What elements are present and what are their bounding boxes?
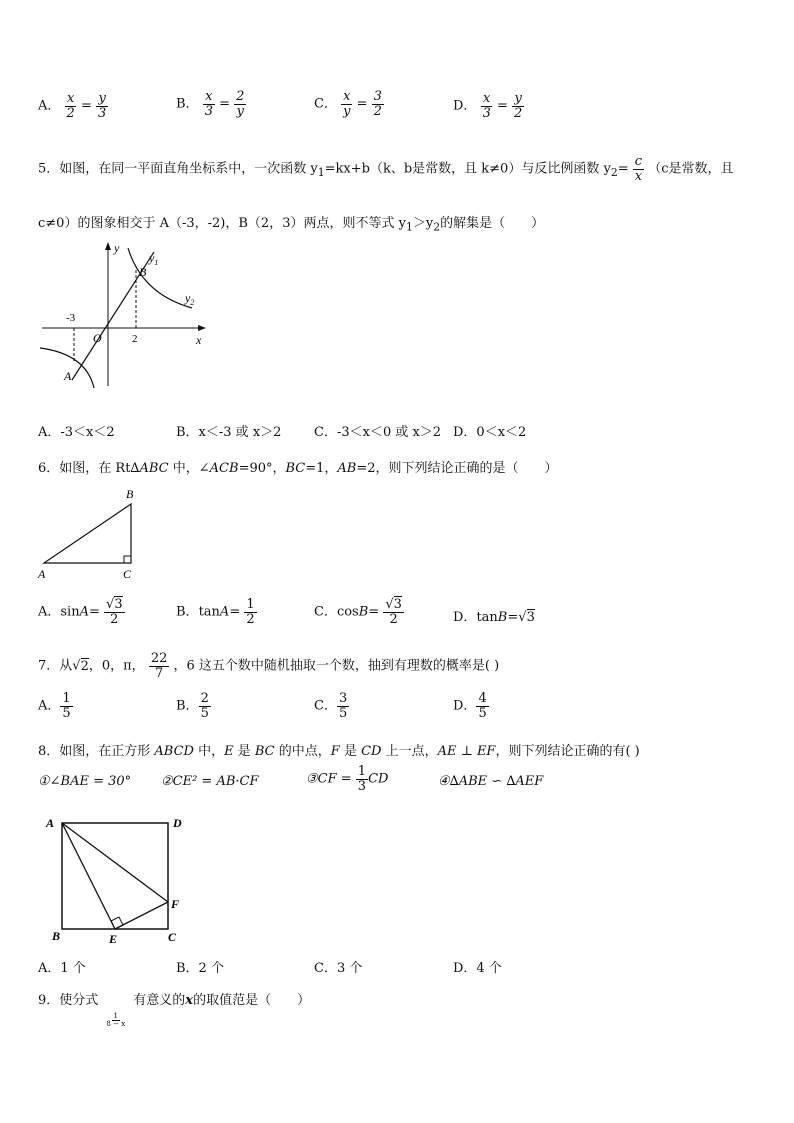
q6-triangle-figure <box>34 484 144 584</box>
label-point-a: A <box>64 369 72 383</box>
right-angle-mark <box>124 556 131 563</box>
q8-stem: 8．如图，在正方形 ABCD 中，E 是 BC 的中点，F 是 CD 上一点，AE ⊥ EF，则下列结论正确的有( ) <box>38 744 640 759</box>
q8-conclusion-3: ③CF = $\frac{1}{3}$ CD <box>306 764 389 794</box>
label-o: O <box>93 331 102 345</box>
q6-option-b: B．tanA= $\frac{1}{2}$ <box>176 597 255 627</box>
x-axis-arrow <box>198 325 206 331</box>
q5-option-a: A．-3＜x＜2 <box>38 425 115 440</box>
q6-option-c: C．cosB= $\frac{√3}{2}$ <box>314 597 402 627</box>
q4a-rhs: $\frac{y}{3}$ <box>97 91 107 121</box>
label-y2: $y_2$ <box>185 291 195 307</box>
q6-option-d: D．tanB=√3 <box>453 610 535 625</box>
q6-option-a: A．sinA= $\frac{√3}{2}$ <box>38 597 123 627</box>
segment-af <box>62 823 168 902</box>
right-angle-mark <box>111 917 123 929</box>
square-abcd <box>62 823 168 929</box>
q8-conclusion-2: ②CE² = AB·CF <box>161 774 259 789</box>
q4-option-a: A． $\frac{x}{2}$ = $\frac{y}{3}$ <box>38 91 107 121</box>
q5-stem-line2: c≠0）的图象相交于 A（-3，-2)，B（2，3）两点，则不等式 $y_1>y_2$的解集是（ ） <box>38 216 545 234</box>
label-d: D <box>173 816 182 830</box>
label-y1: $y_1$ <box>149 251 159 267</box>
q4-option-c: C． $\frac{x}{y}$ = $\frac{3}{2}$ <box>314 89 382 119</box>
q5-coordinate-graph <box>36 238 216 388</box>
label-c: C <box>123 567 132 581</box>
label-neg3: -3 <box>66 312 76 324</box>
q4a-lhs: $\frac{x}{2}$ <box>66 91 75 121</box>
q7-option-c: C． $\frac{3}{5}$ <box>314 691 348 721</box>
q7-option-a: A． $\frac{1}{5}$ <box>38 691 71 721</box>
q7-option-b: B． $\frac{2}{5}$ <box>176 691 209 721</box>
q5-option-d: D．0＜x＜2 <box>453 425 527 440</box>
segment-ae <box>62 823 115 929</box>
label-b: B <box>52 929 61 943</box>
q8-conclusion-1: ①∠BAE = 30° <box>38 774 132 789</box>
q4-option-d: D． $\frac{x}{3}$ = $\frac{y}{2}$ <box>453 91 523 121</box>
label-b: B <box>126 487 134 501</box>
y-axis-arrow <box>105 242 111 250</box>
q8-square-figure <box>40 810 190 946</box>
q9-frac: $\frac{1}{8 - x}$ <box>106 1012 126 1029</box>
label-a: A <box>38 567 46 581</box>
triangle-abc <box>44 504 131 563</box>
label-y: y <box>114 241 120 255</box>
q8-conclusion-4: ④∆ABE ∽ ∆AEF <box>438 774 544 789</box>
q5-stem-line1: 5．如图，在同一平面直角坐标系中，一次函数 $y_1=kx+b(k$、b是常数，且 k≠0）与反比例函数 $y_2=$ $\frac{c}{x}$ （c是常数，且 <box>38 154 734 184</box>
label-c: C <box>168 930 177 944</box>
label-e: E <box>109 932 118 946</box>
q8-option-d: D．4 个 <box>453 961 502 976</box>
q5-option-b: B．x＜-3 或 x＞2 <box>176 425 282 440</box>
q6-stem: 6．如图，在 Rt∆ABC 中，∠ACB=90°，BC=1，AB=2，则下列结论正确的是（ ） <box>38 461 558 476</box>
q8-option-a: A．1 个 <box>38 961 86 976</box>
q7-option-d: D． $\frac{4}{5}$ <box>453 691 487 721</box>
label-f: F <box>171 897 180 911</box>
q4-option-b: B． $\frac{x}{3}$ = $\frac{2}{y}$ <box>176 89 245 119</box>
q8-option-c: C．3 个 <box>314 961 363 976</box>
label-x: x <box>196 333 202 347</box>
q7-stem: 7．从√2，0，π， $\frac{22}{7}$ ，6 这五个数中随机抽取一个数，抽到有理数的概率是( ) <box>38 651 500 681</box>
label-point-b: B <box>139 265 147 279</box>
label-a: A <box>46 816 55 830</box>
q9-stem: 9．使分式 $\frac{1}{8 - x}$ 有意义的x的取值范是（ ） <box>38 993 311 1029</box>
q5-option-c: C．-3＜x＜0 或 x＞2 <box>314 425 442 440</box>
label-2: 2 <box>132 333 138 345</box>
q5-frac: $\frac{c}{x}$ <box>634 154 643 184</box>
q8-option-b: B．2 个 <box>176 961 224 976</box>
